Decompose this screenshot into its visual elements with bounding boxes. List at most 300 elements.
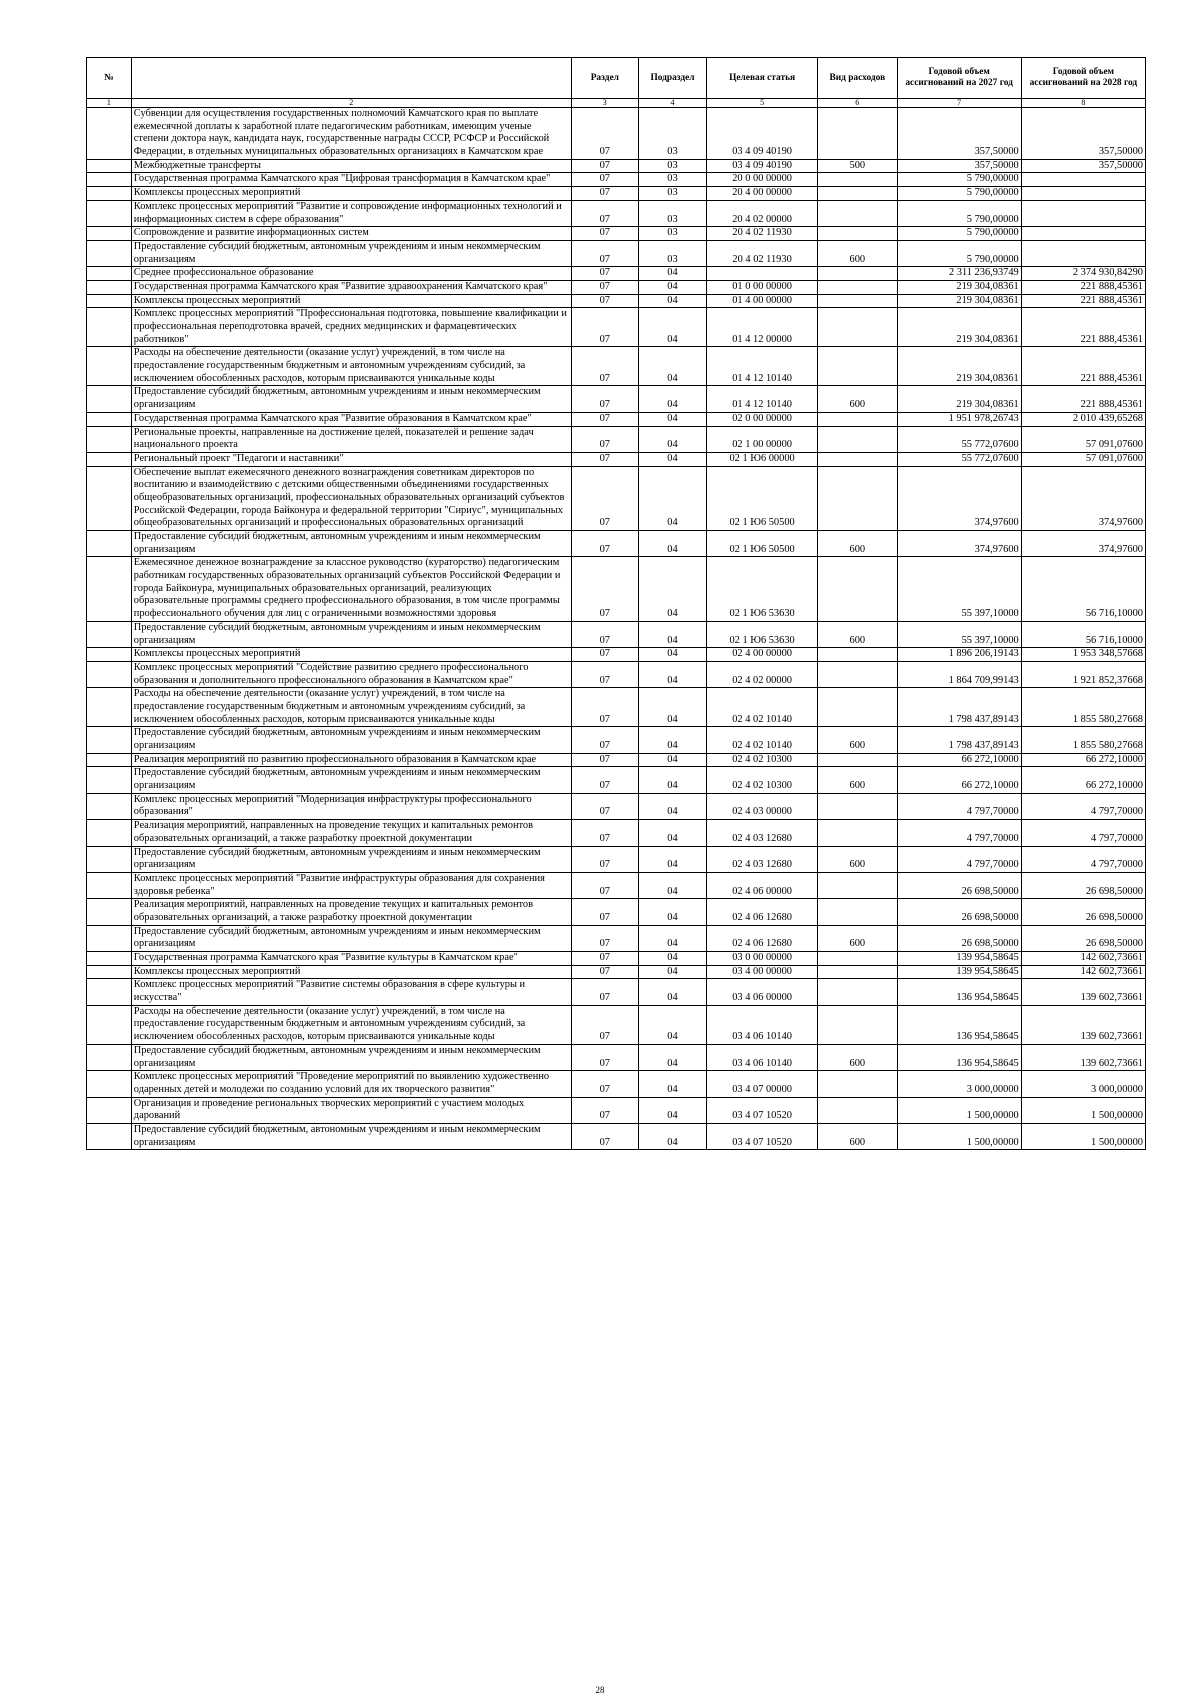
row-number-cell — [87, 1044, 132, 1070]
razdel-cell: 07 — [571, 965, 638, 979]
expense-name-cell: Комплекс процессных мероприятий "Развитие системы образования в сфере культуры и искусства" — [131, 979, 571, 1005]
amount-2027-cell: 3 000,00000 — [897, 1071, 1021, 1097]
table-row — [87, 1005, 1146, 1044]
target-article-cell: 03 4 07 00000 — [707, 1071, 818, 1097]
target-article-cell: 20 4 02 00000 — [707, 200, 818, 226]
expense-type-cell — [818, 347, 897, 386]
expense-name-cell: Расходы на обеспечение деятельности (оказание услуг) учреждений, в том числе на предоставление государственным бюджетным и автономным учреждениям субсидий, за исключением обособленных расходов, которым присваиваются уникальные коды — [131, 1005, 571, 1044]
target-article-cell: 02 1 Ю6 00000 — [707, 452, 818, 466]
amount-2028-cell: 66 272,10000 — [1021, 767, 1145, 793]
table-row — [87, 925, 1146, 951]
amount-2028-cell: 26 698,50000 — [1021, 925, 1145, 951]
target-article-cell: 01 4 00 00000 — [707, 294, 818, 308]
table-row — [87, 1044, 1146, 1070]
amount-2027-cell: 4 797,70000 — [897, 820, 1021, 846]
header-podrazdel: Подраздел — [638, 58, 706, 99]
table-row — [87, 1071, 1146, 1097]
podrazdel-cell: 04 — [638, 1123, 706, 1149]
razdel-cell: 07 — [571, 386, 638, 412]
table-row — [87, 187, 1146, 201]
amount-2028-cell — [1021, 173, 1145, 187]
row-number-cell — [87, 846, 132, 872]
table-row — [87, 267, 1146, 281]
amount-2027-cell: 1 798 437,89143 — [897, 727, 1021, 753]
target-article-cell: 02 4 00 00000 — [707, 648, 818, 662]
target-article-cell: 01 4 12 10140 — [707, 347, 818, 386]
row-number-cell — [87, 1097, 132, 1123]
table-row — [87, 280, 1146, 294]
razdel-cell: 07 — [571, 531, 638, 557]
column-number: 7 — [897, 99, 1021, 108]
target-article-cell: 02 4 02 10300 — [707, 753, 818, 767]
expense-type-cell — [818, 872, 897, 898]
amount-2027-cell: 5 790,00000 — [897, 227, 1021, 241]
expense-name-cell: Предоставление субсидий бюджетным, автономным учреждениям и иным некоммерческим организациям — [131, 531, 571, 557]
amount-2027-cell: 55 772,07600 — [897, 426, 1021, 452]
amount-2027-cell: 66 272,10000 — [897, 753, 1021, 767]
expense-type-cell — [818, 1005, 897, 1044]
expense-type-cell — [818, 557, 897, 621]
expense-type-cell — [818, 173, 897, 187]
amount-2028-cell: 221 888,45361 — [1021, 347, 1145, 386]
target-article-cell: 02 4 06 00000 — [707, 872, 818, 898]
podrazdel-cell: 04 — [638, 767, 706, 793]
amount-2027-cell: 2 311 236,93749 — [897, 267, 1021, 281]
column-number: 1 — [87, 99, 132, 108]
target-article-cell: 03 4 09 40190 — [707, 108, 818, 160]
amount-2028-cell: 142 602,73661 — [1021, 952, 1145, 966]
row-number-cell — [87, 661, 132, 687]
column-number: 5 — [707, 99, 818, 108]
razdel-cell: 07 — [571, 1071, 638, 1097]
target-article-cell: 03 4 09 40190 — [707, 159, 818, 173]
target-article-cell: 01 4 12 00000 — [707, 308, 818, 347]
amount-2027-cell: 219 304,08361 — [897, 347, 1021, 386]
razdel-cell: 07 — [571, 452, 638, 466]
amount-2028-cell: 2 010 439,65268 — [1021, 412, 1145, 426]
podrazdel-cell: 04 — [638, 267, 706, 281]
row-number-cell — [87, 227, 132, 241]
podrazdel-cell: 04 — [638, 1097, 706, 1123]
amount-2027-cell: 136 954,58645 — [897, 1044, 1021, 1070]
expense-type-cell — [818, 661, 897, 687]
expense-name-cell: Реализация мероприятий, направленных на проведение текущих и капитальных ремонтов образовательных организаций, а также разработку проектной документации — [131, 820, 571, 846]
expense-name-cell: Сопровождение и развитие информационных систем — [131, 227, 571, 241]
podrazdel-cell: 03 — [638, 173, 706, 187]
expense-type-cell: 600 — [818, 531, 897, 557]
razdel-cell: 07 — [571, 557, 638, 621]
expense-type-cell — [818, 793, 897, 819]
expense-type-cell — [818, 466, 897, 530]
razdel-cell: 07 — [571, 240, 638, 266]
expense-name-cell: Предоставление субсидий бюджетным, автономным учреждениям и иным некоммерческим организациям — [131, 925, 571, 951]
expense-type-cell — [818, 753, 897, 767]
expense-type-cell: 600 — [818, 925, 897, 951]
amount-2028-cell: 374,97600 — [1021, 466, 1145, 530]
razdel-cell: 07 — [571, 267, 638, 281]
podrazdel-cell: 04 — [638, 899, 706, 925]
expense-type-cell — [818, 267, 897, 281]
expense-name-cell: Государственная программа Камчатского края "Цифровая трансформация в Камчатском крае" — [131, 173, 571, 187]
table-row — [87, 979, 1146, 1005]
amount-2027-cell: 5 790,00000 — [897, 240, 1021, 266]
podrazdel-cell: 04 — [638, 688, 706, 727]
amount-2028-cell: 26 698,50000 — [1021, 899, 1145, 925]
expense-type-cell — [818, 108, 897, 160]
page-number: 28 — [595, 1685, 605, 1695]
podrazdel-cell: 04 — [638, 452, 706, 466]
table-row — [87, 753, 1146, 767]
expense-type-cell — [818, 294, 897, 308]
expense-name-cell: Предоставление субсидий бюджетным, автономным учреждениям и иным некоммерческим организациям — [131, 767, 571, 793]
amount-2028-cell: 221 888,45361 — [1021, 294, 1145, 308]
podrazdel-cell: 04 — [638, 793, 706, 819]
expense-type-cell — [818, 820, 897, 846]
podrazdel-cell: 04 — [638, 846, 706, 872]
amount-2027-cell: 26 698,50000 — [897, 872, 1021, 898]
target-article-cell: 02 0 00 00000 — [707, 412, 818, 426]
amount-2028-cell: 221 888,45361 — [1021, 308, 1145, 347]
podrazdel-cell: 04 — [638, 753, 706, 767]
row-number-cell — [87, 173, 132, 187]
row-number-cell — [87, 426, 132, 452]
amount-2028-cell: 374,97600 — [1021, 531, 1145, 557]
amount-2027-cell: 219 304,08361 — [897, 386, 1021, 412]
expense-name-cell: Комплексы процессных мероприятий — [131, 294, 571, 308]
amount-2028-cell: 1 953 348,57668 — [1021, 648, 1145, 662]
expense-type-cell: 600 — [818, 846, 897, 872]
expense-name-cell: Среднее профессиональное образование — [131, 267, 571, 281]
razdel-cell: 07 — [571, 793, 638, 819]
podrazdel-cell: 03 — [638, 227, 706, 241]
table-row — [87, 426, 1146, 452]
target-article-cell: 02 4 02 10140 — [707, 688, 818, 727]
row-number-cell — [87, 979, 132, 1005]
amount-2028-cell: 1 855 580,27668 — [1021, 727, 1145, 753]
podrazdel-cell: 03 — [638, 200, 706, 226]
podrazdel-cell: 04 — [638, 925, 706, 951]
row-number-cell — [87, 753, 132, 767]
target-article-cell: 02 4 06 12680 — [707, 899, 818, 925]
amount-2027-cell: 55 397,10000 — [897, 557, 1021, 621]
amount-2028-cell: 2 374 930,84290 — [1021, 267, 1145, 281]
amount-2028-cell — [1021, 227, 1145, 241]
row-number-cell — [87, 452, 132, 466]
row-number-cell — [87, 187, 132, 201]
amount-2028-cell — [1021, 200, 1145, 226]
razdel-cell: 07 — [571, 727, 638, 753]
podrazdel-cell: 04 — [638, 965, 706, 979]
expense-type-cell: 600 — [818, 621, 897, 647]
row-number-cell — [87, 925, 132, 951]
podrazdel-cell: 04 — [638, 1044, 706, 1070]
expense-name-cell: Региональный проект "Педагоги и наставники" — [131, 452, 571, 466]
razdel-cell: 07 — [571, 347, 638, 386]
target-article-cell: 02 1 Ю6 50500 — [707, 466, 818, 530]
razdel-cell: 07 — [571, 820, 638, 846]
expense-name-cell: Государственная программа Камчатского края "Развитие здравоохранения Камчатского края" — [131, 280, 571, 294]
column-number-row — [87, 99, 1146, 108]
amount-2028-cell: 4 797,70000 — [1021, 846, 1145, 872]
amount-2028-cell: 4 797,70000 — [1021, 793, 1145, 819]
table-row — [87, 767, 1146, 793]
expense-name-cell: Предоставление субсидий бюджетным, автономным учреждениям и иным некоммерческим организациям — [131, 1123, 571, 1149]
row-number-cell — [87, 294, 132, 308]
table-row — [87, 294, 1146, 308]
target-article-cell: 20 0 00 00000 — [707, 173, 818, 187]
row-number-cell — [87, 899, 132, 925]
expense-name-cell: Предоставление субсидий бюджетным, автономным учреждениям и иным некоммерческим организациям — [131, 386, 571, 412]
expense-name-cell: Комплексы процессных мероприятий — [131, 648, 571, 662]
table-row — [87, 965, 1146, 979]
amount-2028-cell: 57 091,07600 — [1021, 452, 1145, 466]
expense-type-cell: 600 — [818, 386, 897, 412]
expense-name-cell: Комплекс процессных мероприятий "Профессиональная подготовка, повышение квалификации и профессиональная переподготовка врачей, средних медицинских и фармацевтических работников" — [131, 308, 571, 347]
podrazdel-cell: 04 — [638, 872, 706, 898]
amount-2028-cell: 221 888,45361 — [1021, 386, 1145, 412]
amount-2027-cell: 136 954,58645 — [897, 979, 1021, 1005]
amount-2027-cell: 66 272,10000 — [897, 767, 1021, 793]
amount-2028-cell: 1 921 852,37668 — [1021, 661, 1145, 687]
razdel-cell: 07 — [571, 899, 638, 925]
table-row — [87, 531, 1146, 557]
amount-2028-cell: 1 500,00000 — [1021, 1123, 1145, 1149]
expense-type-cell: 600 — [818, 767, 897, 793]
podrazdel-cell: 04 — [638, 952, 706, 966]
row-number-cell — [87, 240, 132, 266]
amount-2028-cell: 139 602,73661 — [1021, 1005, 1145, 1044]
expense-type-cell — [818, 899, 897, 925]
header-number: № — [87, 58, 132, 99]
expense-type-cell — [818, 952, 897, 966]
row-number-cell — [87, 267, 132, 281]
podrazdel-cell: 04 — [638, 531, 706, 557]
amount-2027-cell: 1 951 978,26743 — [897, 412, 1021, 426]
header-razdel: Раздел — [571, 58, 638, 99]
expense-type-cell: 600 — [818, 1044, 897, 1070]
expense-name-cell: Комплекс процессных мероприятий "Проведение мероприятий по выявлению художественно одаренных детей и молодежи по созданию условий для их творческого развития" — [131, 1071, 571, 1097]
amount-2027-cell: 1 798 437,89143 — [897, 688, 1021, 727]
table-row — [87, 173, 1146, 187]
podrazdel-cell: 03 — [638, 108, 706, 160]
expense-name-cell: Комплекс процессных мероприятий "Модернизация инфраструктуры профессионального образования" — [131, 793, 571, 819]
expense-name-cell: Расходы на обеспечение деятельности (оказание услуг) учреждений, в том числе на предоставление государственным бюджетным и автономным учреждениям субсидий, за исключением обособленных расходов, которым присваиваются уникальные коды — [131, 688, 571, 727]
razdel-cell: 07 — [571, 846, 638, 872]
podrazdel-cell: 04 — [638, 347, 706, 386]
razdel-cell: 07 — [571, 200, 638, 226]
table-row — [87, 200, 1146, 226]
target-article-cell: 20 4 00 00000 — [707, 187, 818, 201]
table-row — [87, 159, 1146, 173]
expense-type-cell — [818, 200, 897, 226]
row-number-cell — [87, 872, 132, 898]
expense-type-cell — [818, 452, 897, 466]
podrazdel-cell: 04 — [638, 727, 706, 753]
amount-2027-cell: 219 304,08361 — [897, 294, 1021, 308]
razdel-cell: 07 — [571, 108, 638, 160]
target-article-cell: 03 4 07 10520 — [707, 1123, 818, 1149]
podrazdel-cell: 04 — [638, 1005, 706, 1044]
expense-name-cell: Ежемесячное денежное вознаграждение за классное руководство (кураторство) педагогическим работникам государственных образовательных организаций субъектов Российской Федерации и города Байконура, муниципальных образовательных организаций, реализующих образовательные программы среднего профессионального образования, в том числе программы профессионального обучения для лиц с ограниченными возможностями здоровья — [131, 557, 571, 621]
table-row — [87, 820, 1146, 846]
amount-2027-cell: 357,50000 — [897, 159, 1021, 173]
podrazdel-cell: 04 — [638, 294, 706, 308]
table-row — [87, 1123, 1146, 1149]
expense-name-cell: Комплекс процессных мероприятий "Содействие развитию среднего профессионального образования и дополнительного профессионального образования в Камчатском крае" — [131, 661, 571, 687]
expense-name-cell: Предоставление субсидий бюджетным, автономным учреждениям и иным некоммерческим организациям — [131, 846, 571, 872]
table-row — [87, 452, 1146, 466]
row-number-cell — [87, 727, 132, 753]
expense-name-cell: Организация и проведение региональных творческих мероприятий с участием молодых дарований — [131, 1097, 571, 1123]
expense-name-cell: Региональные проекты, направленные на достижение целей, показателей и решение задач национального проекта — [131, 426, 571, 452]
target-article-cell — [707, 267, 818, 281]
amount-2028-cell: 57 091,07600 — [1021, 426, 1145, 452]
expense-name-cell: Расходы на обеспечение деятельности (оказание услуг) учреждений, в том числе на предоставление государственным бюджетным и автономным учреждениям субсидий, за исключением обособленных расходов, которым присваиваются уникальные коды — [131, 347, 571, 386]
amount-2027-cell: 55 397,10000 — [897, 621, 1021, 647]
table-row — [87, 872, 1146, 898]
amount-2028-cell: 26 698,50000 — [1021, 872, 1145, 898]
expense-name-cell: Государственная программа Камчатского края "Развитие культуры в Камчатском крае" — [131, 952, 571, 966]
table-row — [87, 227, 1146, 241]
row-number-cell — [87, 648, 132, 662]
target-article-cell: 02 4 02 10140 — [707, 727, 818, 753]
razdel-cell: 07 — [571, 621, 638, 647]
table-row — [87, 793, 1146, 819]
expense-type-cell: 500 — [818, 159, 897, 173]
row-number-cell — [87, 108, 132, 160]
table-row — [87, 846, 1146, 872]
header-name — [131, 58, 571, 99]
podrazdel-cell: 04 — [638, 280, 706, 294]
target-article-cell: 02 1 Ю6 53630 — [707, 557, 818, 621]
amount-2027-cell: 374,97600 — [897, 466, 1021, 530]
table-row — [87, 557, 1146, 621]
podrazdel-cell: 04 — [638, 661, 706, 687]
amount-2028-cell: 1 855 580,27668 — [1021, 688, 1145, 727]
target-article-cell: 01 0 00 00000 — [707, 280, 818, 294]
amount-2027-cell: 219 304,08361 — [897, 280, 1021, 294]
target-article-cell: 02 4 03 12680 — [707, 846, 818, 872]
table-body — [87, 108, 1146, 1150]
amount-2027-cell: 374,97600 — [897, 531, 1021, 557]
podrazdel-cell: 04 — [638, 308, 706, 347]
amount-2028-cell: 139 602,73661 — [1021, 979, 1145, 1005]
amount-2027-cell: 26 698,50000 — [897, 899, 1021, 925]
expense-type-cell — [818, 965, 897, 979]
table-row — [87, 108, 1146, 160]
target-article-cell: 03 4 00 00000 — [707, 965, 818, 979]
razdel-cell: 07 — [571, 280, 638, 294]
row-number-cell — [87, 820, 132, 846]
target-article-cell: 03 4 06 00000 — [707, 979, 818, 1005]
podrazdel-cell: 04 — [638, 648, 706, 662]
expense-name-cell: Комплекс процессных мероприятий "Развитие и сопровождение информационных технологий и информационных систем в сфере образования" — [131, 200, 571, 226]
podrazdel-cell: 03 — [638, 187, 706, 201]
header-amount-2027: Годовой объем ассигнований на 2027 год — [897, 58, 1021, 99]
amount-2027-cell: 139 954,58645 — [897, 965, 1021, 979]
podrazdel-cell: 04 — [638, 412, 706, 426]
razdel-cell: 07 — [571, 466, 638, 530]
row-number-cell — [87, 347, 132, 386]
row-number-cell — [87, 200, 132, 226]
razdel-cell: 07 — [571, 661, 638, 687]
target-article-cell: 02 1 00 00000 — [707, 426, 818, 452]
row-number-cell — [87, 793, 132, 819]
podrazdel-cell: 04 — [638, 386, 706, 412]
target-article-cell: 02 4 06 12680 — [707, 925, 818, 951]
razdel-cell: 07 — [571, 688, 638, 727]
table-row — [87, 899, 1146, 925]
expense-name-cell: Комплексы процессных мероприятий — [131, 187, 571, 201]
amount-2027-cell: 1 896 206,19143 — [897, 648, 1021, 662]
expense-name-cell: Реализация мероприятий по развитию профессионального образования в Камчатском крае — [131, 753, 571, 767]
amount-2027-cell: 357,50000 — [897, 108, 1021, 160]
amount-2028-cell: 56 716,10000 — [1021, 621, 1145, 647]
podrazdel-cell: 04 — [638, 820, 706, 846]
table-row — [87, 412, 1146, 426]
amount-2027-cell: 55 772,07600 — [897, 452, 1021, 466]
table-row — [87, 621, 1146, 647]
expense-name-cell: Предоставление субсидий бюджетным, автономным учреждениям и иным некоммерческим организациям — [131, 240, 571, 266]
expense-name-cell: Предоставление субсидий бюджетным, автономным учреждениям и иным некоммерческим организациям — [131, 1044, 571, 1070]
amount-2027-cell: 26 698,50000 — [897, 925, 1021, 951]
table-row — [87, 1097, 1146, 1123]
row-number-cell — [87, 531, 132, 557]
table-row — [87, 240, 1146, 266]
expense-type-cell — [818, 1071, 897, 1097]
razdel-cell: 07 — [571, 173, 638, 187]
table-row — [87, 386, 1146, 412]
target-article-cell: 02 1 Ю6 50500 — [707, 531, 818, 557]
amount-2028-cell: 142 602,73661 — [1021, 965, 1145, 979]
expense-type-cell — [818, 227, 897, 241]
amount-2027-cell: 1 500,00000 — [897, 1097, 1021, 1123]
amount-2028-cell: 357,50000 — [1021, 159, 1145, 173]
column-number: 2 — [131, 99, 571, 108]
amount-2028-cell: 66 272,10000 — [1021, 753, 1145, 767]
expense-type-cell — [818, 187, 897, 201]
expense-type-cell: 600 — [818, 727, 897, 753]
table-row — [87, 347, 1146, 386]
row-number-cell — [87, 1071, 132, 1097]
row-number-cell — [87, 688, 132, 727]
target-article-cell: 02 4 02 00000 — [707, 661, 818, 687]
amount-2028-cell — [1021, 240, 1145, 266]
table-row — [87, 648, 1146, 662]
target-article-cell: 02 1 Ю6 53630 — [707, 621, 818, 647]
expense-type-cell — [818, 426, 897, 452]
row-number-cell — [87, 466, 132, 530]
razdel-cell: 07 — [571, 187, 638, 201]
expense-name-cell: Предоставление субсидий бюджетным, автономным учреждениям и иным некоммерческим организациям — [131, 727, 571, 753]
expense-type-cell — [818, 308, 897, 347]
amount-2027-cell: 5 790,00000 — [897, 187, 1021, 201]
amount-2028-cell: 56 716,10000 — [1021, 557, 1145, 621]
razdel-cell: 07 — [571, 648, 638, 662]
column-number: 3 — [571, 99, 638, 108]
podrazdel-cell: 04 — [638, 426, 706, 452]
razdel-cell: 07 — [571, 767, 638, 793]
row-number-cell — [87, 159, 132, 173]
expense-type-cell: 600 — [818, 240, 897, 266]
amount-2027-cell: 1 864 709,99143 — [897, 661, 1021, 687]
column-number: 6 — [818, 99, 897, 108]
expense-name-cell: Предоставление субсидий бюджетным, автономным учреждениям и иным некоммерческим организациям — [131, 621, 571, 647]
podrazdel-cell: 04 — [638, 1071, 706, 1097]
header-target-article: Целевая статья — [707, 58, 818, 99]
budget-table — [86, 57, 1146, 1150]
table-row — [87, 952, 1146, 966]
